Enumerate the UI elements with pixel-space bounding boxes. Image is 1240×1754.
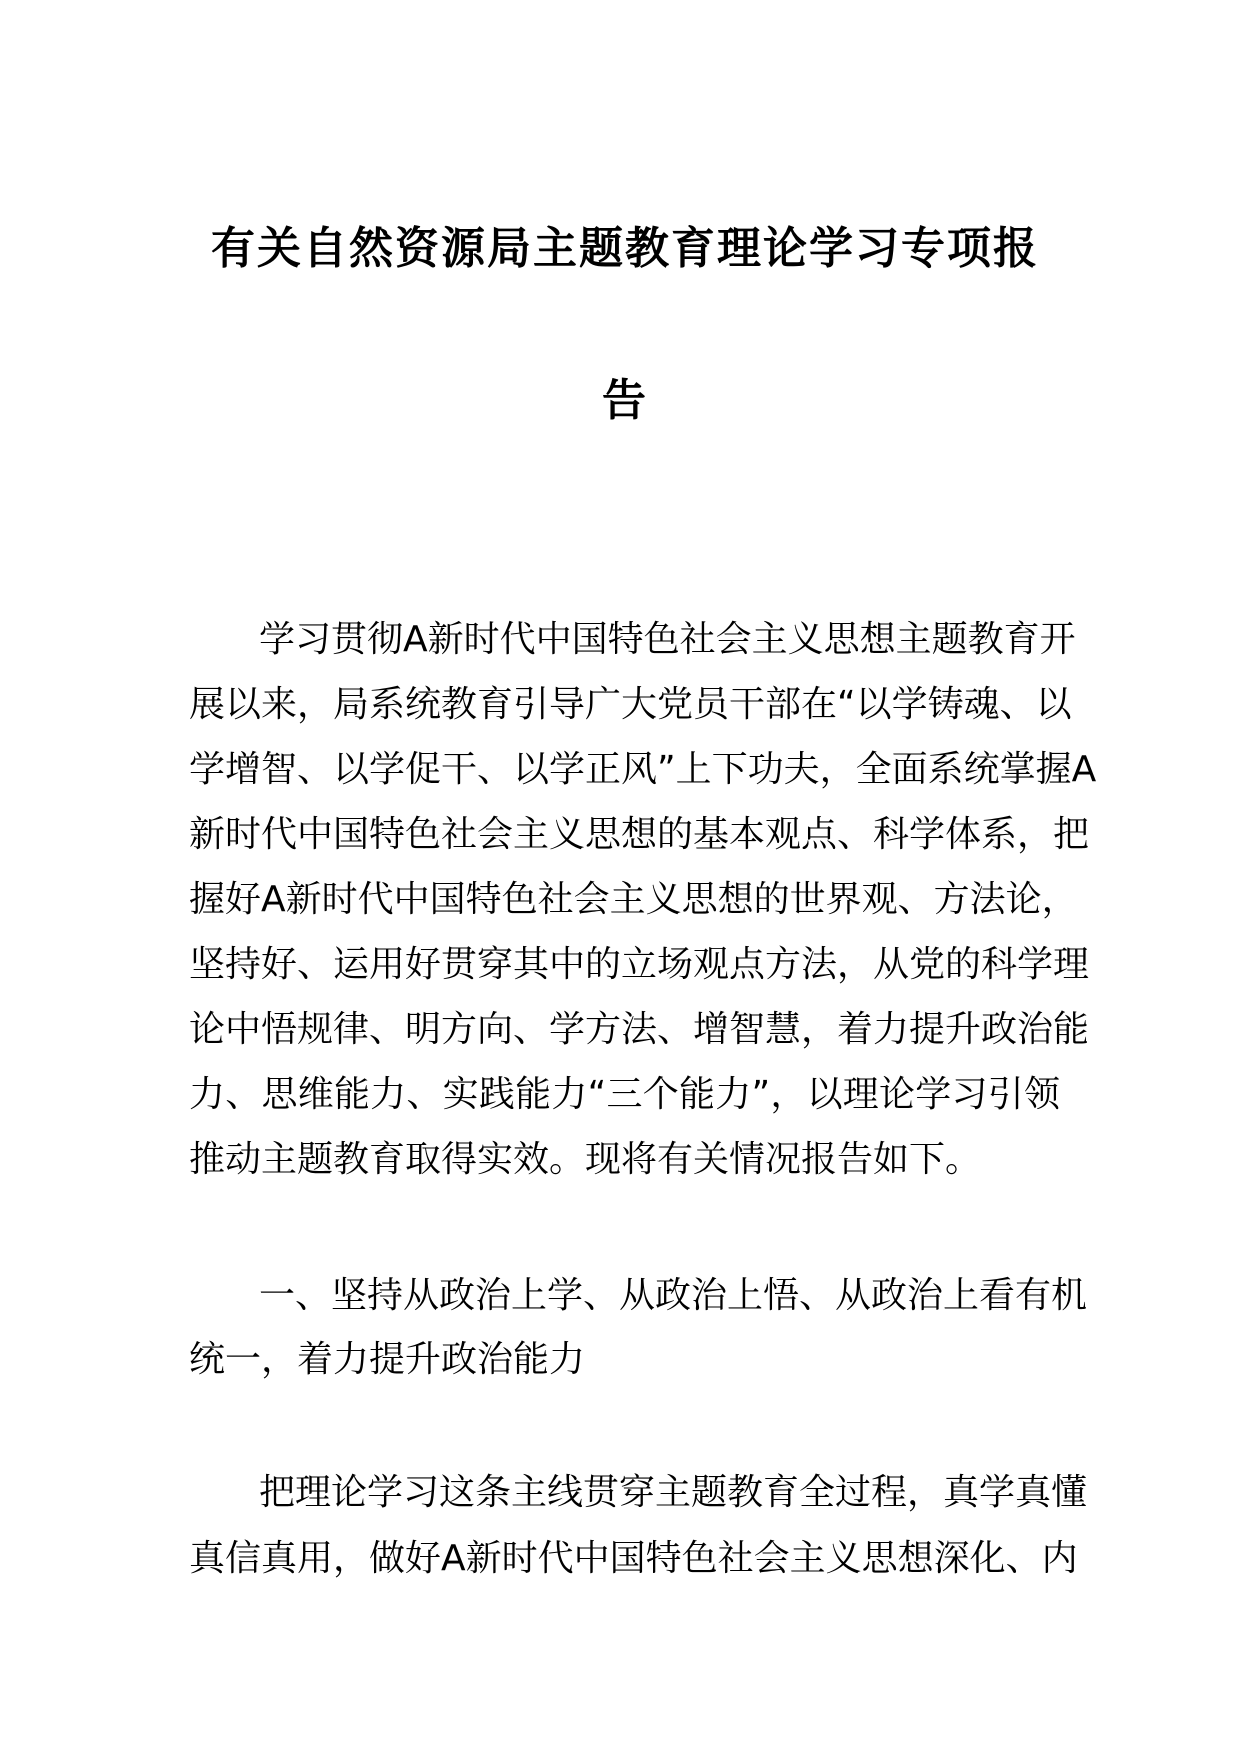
text-line: 论中悟规律、明方向、学方法、增智慧，着力提升政治能 [189, 1009, 1090, 1050]
text-line: 真信真用，做好A新时代中国特色社会主义思想深化、内 [189, 1538, 1078, 1579]
text-line: 力、思维能力、实践能力“三个能力”，以理论学习引领 [189, 1074, 1060, 1115]
document-title-line-2: 告 [602, 375, 648, 426]
text-line: 统一，着力提升政治能力 [189, 1339, 586, 1380]
document-title-line-1: 有关自然资源局主题教育理论学习专项报 [211, 223, 1039, 274]
text-line: 握好A新时代中国特色社会主义思想的世界观、方法论， [189, 879, 1078, 920]
text-line: 一、坚持从政治上学、从政治上悟、从政治上看有机 [259, 1275, 1088, 1316]
text-line: 把理论学习这条主线贯穿主题教育全过程，真学真懂 [259, 1472, 1088, 1513]
text-line: 新时代中国特色社会主义思想的基本观点、科学体系，把 [189, 814, 1090, 855]
text-line: 推动主题教育取得实效。现将有关情况报告如下。 [189, 1139, 982, 1180]
text-line: 坚持好、运用好贯穿其中的立场观点方法，从党的科学理 [189, 944, 1090, 985]
text-line: 学增智、以学促干、以学正风”上下功夫，全面系统掌握A [189, 749, 1097, 790]
text-line: 学习贯彻A新时代中国特色社会主义思想主题教育开 [259, 619, 1076, 660]
text-line: 展以来，局系统教育引导广大党员干部在“以学铸魂、以 [189, 684, 1072, 725]
